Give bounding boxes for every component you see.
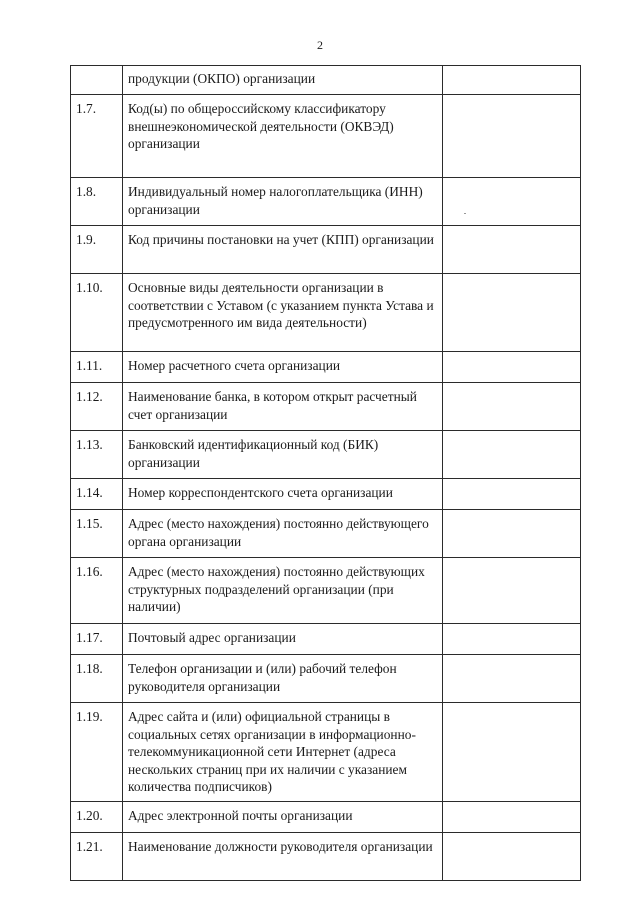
row-value-cell[interactable] <box>443 226 581 274</box>
row-value-cell[interactable] <box>443 833 581 881</box>
row-value-cell[interactable] <box>443 66 581 95</box>
row-description: Номер расчетного счета организации <box>123 352 443 383</box>
table-row <box>71 95 581 178</box>
organization-info-table <box>70 65 581 881</box>
row-number: 1.12. <box>71 383 123 431</box>
table-row <box>71 833 581 881</box>
table-row <box>71 558 581 624</box>
row-number: 1.21. <box>71 833 123 881</box>
table-row <box>71 655 581 703</box>
row-number: 1.13. <box>71 431 123 479</box>
row-number: 1.7. <box>71 95 123 178</box>
row-number: 1.14. <box>71 479 123 510</box>
table-row <box>71 66 581 95</box>
row-number: 1.16. <box>71 558 123 624</box>
row-value-cell[interactable] <box>443 383 581 431</box>
row-value-cell[interactable] <box>443 431 581 479</box>
row-description: Код(ы) по общероссийскому классификатору внешнеэкономической деятельности (ОКВЭД) организации <box>123 95 443 178</box>
page-number: 2 <box>317 38 323 52</box>
table-row <box>71 178 581 226</box>
row-number: 1.15. <box>71 510 123 558</box>
table-row <box>71 703 581 802</box>
row-value-cell[interactable] <box>443 479 581 510</box>
row-value-cell[interactable] <box>443 510 581 558</box>
row-number: 1.18. <box>71 655 123 703</box>
row-description: Адрес сайта и (или) официальной страницы в социальных сетях организации в информационно-телекоммуникационной сети Интернет (адреса нескольких страниц при их наличии с указанием количества подписчиков) <box>123 703 443 802</box>
row-number: 1.17. <box>71 624 123 655</box>
row-value-cell[interactable] <box>443 274 581 352</box>
row-value-cell[interactable] <box>443 655 581 703</box>
table-row <box>71 510 581 558</box>
row-description: Адрес (место нахождения) постоянно действующего органа организации <box>123 510 443 558</box>
row-value-cell[interactable] <box>443 352 581 383</box>
row-value-cell[interactable] <box>443 95 581 178</box>
row-description: Индивидуальный номер налогоплательщика (ИНН) организации <box>123 178 443 226</box>
row-description: Телефон организации и (или) рабочий телефон руководителя организации <box>123 655 443 703</box>
row-number: 1.11. <box>71 352 123 383</box>
row-description: Адрес (место нахождения) постоянно действующих структурных подразделений организации (при наличии) <box>123 558 443 624</box>
row-value-cell[interactable] <box>443 703 581 802</box>
row-value-cell[interactable] <box>443 178 581 226</box>
row-description: Банковский идентификационный код (БИК) организации <box>123 431 443 479</box>
row-description: Основные виды деятельности организации в соответствии с Уставом (с указанием пункта Устава и предусмотренного им вида деятельности) <box>123 274 443 352</box>
row-number <box>71 66 123 95</box>
row-value-cell[interactable] <box>443 624 581 655</box>
row-number: 1.9. <box>71 226 123 274</box>
row-number: 1.8. <box>71 178 123 226</box>
table-row <box>71 226 581 274</box>
row-number: 1.10. <box>71 274 123 352</box>
row-number: 1.19. <box>71 703 123 802</box>
table-row <box>71 624 581 655</box>
row-value-cell[interactable] <box>443 558 581 624</box>
table-row <box>71 802 581 833</box>
table-row <box>71 383 581 431</box>
row-description: Адрес электронной почты организации <box>123 802 443 833</box>
row-description: продукции (ОКПО) организации <box>123 66 443 95</box>
row-description: Наименование должности руководителя организации <box>123 833 443 881</box>
row-description: Наименование банка, в котором открыт расчетный счет организации <box>123 383 443 431</box>
row-description: Номер корреспондентского счета организации <box>123 479 443 510</box>
row-value-cell[interactable] <box>443 802 581 833</box>
row-description: Код причины постановки на учет (КПП) организации <box>123 226 443 274</box>
row-number: 1.20. <box>71 802 123 833</box>
table-row <box>71 352 581 383</box>
table-row <box>71 479 581 510</box>
row-description: Почтовый адрес организации <box>123 624 443 655</box>
table-row <box>71 431 581 479</box>
table-row <box>71 274 581 352</box>
